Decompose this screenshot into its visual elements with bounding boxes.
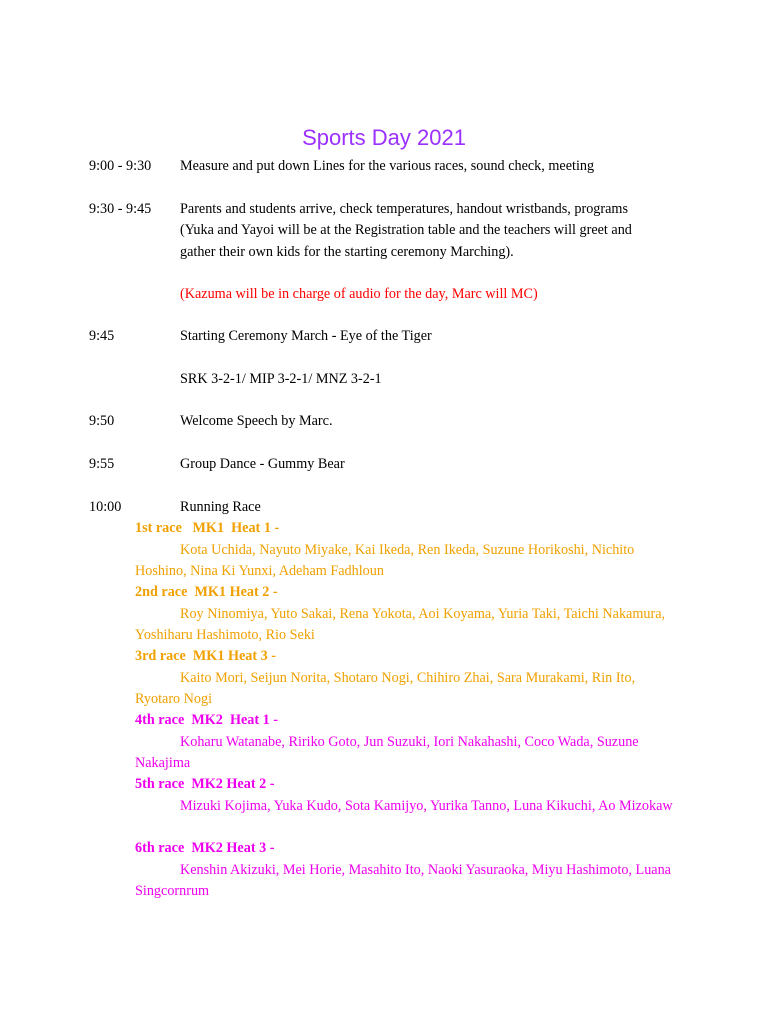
schedule-time: 9:55: [89, 456, 115, 472]
description-line: Starting Ceremony March - Eye of the Tiger: [180, 328, 432, 344]
schedule-description: [180, 369, 680, 390]
race-heading: 1st race MK1 Heat 1 -: [135, 520, 280, 536]
race-heading: 5th race MK2 Heat 2 -: [135, 776, 275, 792]
description-line: (Yuka and Yayoi will be at the Registration table and the teachers will greet and: [180, 222, 632, 239]
schedule-time: 10:00: [89, 499, 122, 515]
schedule-description: [180, 199, 680, 263]
document-title: Sports Day 2021: [302, 125, 466, 150]
description-line: SRK 3-2-1/ MIP 3-2-1/ MNZ 3-2-1: [180, 371, 382, 387]
race-participants: Roy Ninomiya, Yuto Sakai, Rena Yokota, Aoi Koyama, Yuria Taki, Taichi Nakamura, Yoshiharu Hashimoto, Rio Seki: [135, 606, 666, 644]
description-line: Welcome Speech by Marc.: [180, 413, 333, 429]
description-line: Parents and students arrive, check temperatures, handout wristbands, programs: [180, 201, 628, 217]
schedule-time: 9:30 - 9:45: [89, 201, 152, 217]
race-participants: Koharu Watanabe, Ririko Goto, Jun Suzuki, Iori Nakahashi, Coco Wada, Suzune Nakajima: [135, 734, 639, 772]
race-participants: Kaito Mori, Seijun Norita, Shotaro Nogi, Chihiro Zhai, Sara Murakami, Rin Ito, Ryotaro Nogi: [135, 670, 636, 708]
race-heading: 4th race MK2 Heat 1 -: [135, 712, 279, 728]
race-heading: 2nd race MK1 Heat 2 -: [135, 584, 278, 600]
race-participants: Kota Uchida, Nayuto Miyake, Kai Ikeda, Ren Ikeda, Suzune Horikoshi, Nichito Hoshino, Nina Ki Yunxi, Adeham Fadhloun: [135, 542, 635, 580]
description-line: Group Dance - Gummy Bear: [180, 456, 345, 472]
description-line: gather their own kids for the starting ceremony Marching).: [180, 243, 514, 260]
race-participants: Mizuki Kojima, Yuka Kudo, Sota Kamijyo, Yurika Tanno, Luna Kikuchi, Ao Mizokaw: [180, 798, 673, 814]
schedule-description: [180, 156, 680, 177]
audio-note: (Kazuma will be in charge of audio for the day, Marc will MC): [180, 286, 538, 302]
schedule-description: [180, 497, 680, 518]
race-heading: 6th race MK2 Heat 3 -: [135, 840, 275, 856]
schedule-description: [180, 454, 680, 475]
schedule-description: [180, 326, 680, 347]
schedule-description: [180, 411, 680, 432]
race-participants: Kenshin Akizuki, Mei Horie, Masahito Ito, Naoki Yasuraoka, Miyu Hashimoto, Luana Singcornrum: [135, 862, 671, 900]
description-line: Running Race: [180, 499, 261, 515]
race-heading: 3rd race MK1 Heat 3 -: [135, 648, 277, 664]
schedule-time: 9:50: [89, 413, 115, 429]
description-line: Measure and put down Lines for the various races, sound check, meeting: [180, 158, 595, 174]
schedule-time: 9:45: [89, 328, 115, 344]
schedule-time: 9:00 - 9:30: [89, 158, 152, 174]
